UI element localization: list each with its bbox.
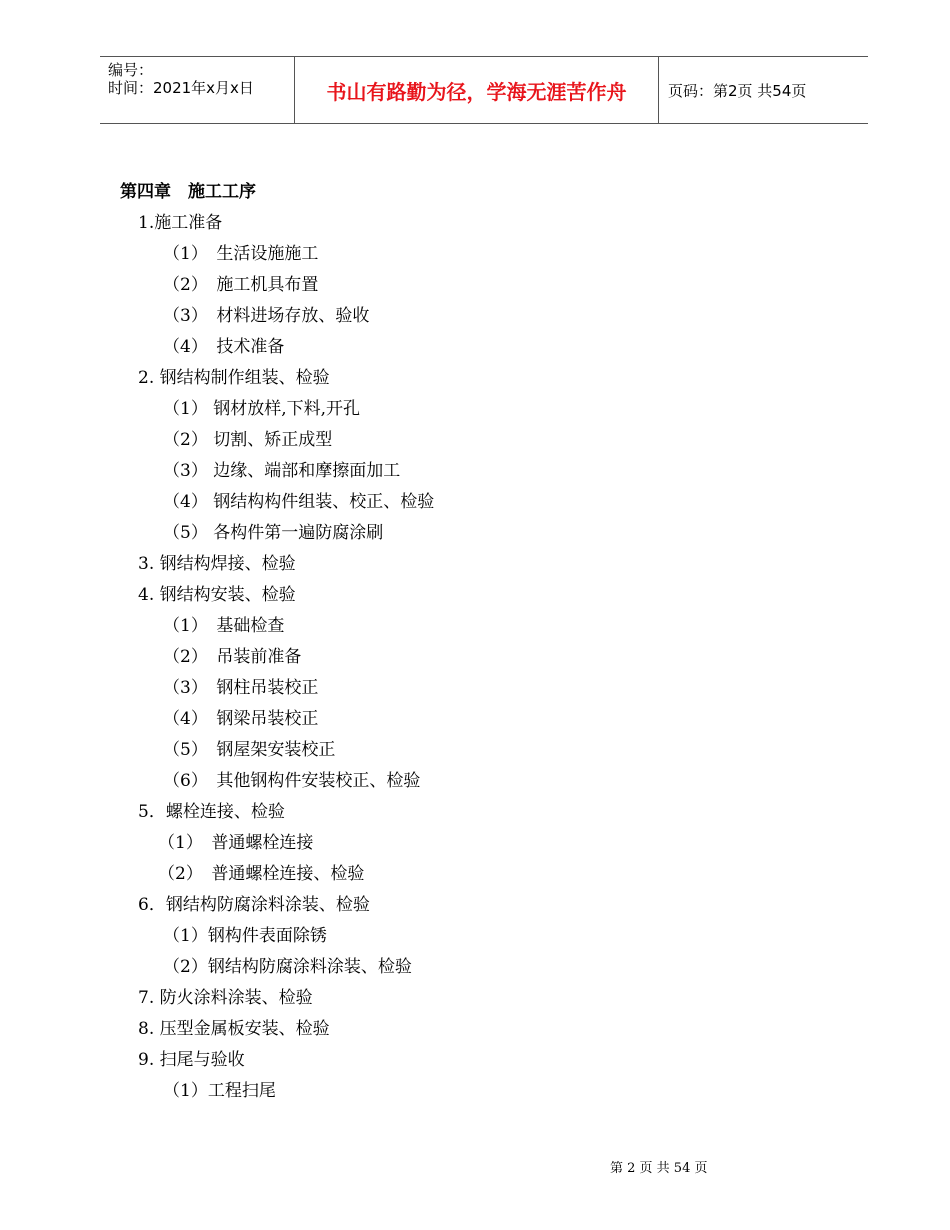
list-item: （2） 施工机具布置 [163,275,319,295]
list-item: 8. 压型金属板安装、检验 [138,1019,330,1039]
list-item: （3） 钢柱吊装校正 [163,678,319,698]
list-item: 3. 钢结构焊接、检验 [138,554,296,574]
list-item: （3） 材料进场存放、验收 [163,306,370,326]
list-item: （5） 各构件第一遍防腐涂刷 [163,523,384,543]
list-item: （2） 切割、矫正成型 [163,430,333,450]
page-footer: 第 2 页 共 54 页 [610,1161,708,1176]
header-meta [100,57,295,123]
list-item: 6．钢结构防腐涂料涂装、检验 [138,895,370,915]
list-item: （1） 钢材放样,下料,开孔 [163,399,361,419]
document-time-label: 时间：2021年x月x日 [108,79,254,97]
list-item: 2. 钢结构制作组装、检验 [138,368,330,388]
list-item: （5） 钢屋架安装校正 [163,740,336,760]
list-item: （3） 边缘、端部和摩擦面加工 [163,461,401,481]
list-item: （1） 基础检查 [163,616,285,636]
list-item: （1）工程扫尾 [163,1081,276,1101]
list-item: 5．螺栓连接、检验 [138,802,285,822]
list-item: （2） 吊装前准备 [163,647,302,667]
list-item: （1） 普通螺栓连接 [158,833,314,853]
header-page-info: 页码：第2页 共54页 [668,81,807,100]
list-item: （4） 技术准备 [163,337,285,357]
list-item: （4） 钢梁吊装校正 [163,709,319,729]
list-item: （2） 普通螺栓连接、检验 [158,864,365,884]
list-item: （2）钢结构防腐涂料涂装、检验 [163,957,412,977]
list-item: （4） 钢结构构件组装、校正、检验 [163,492,435,512]
list-item: （1）钢构件表面除锈 [163,926,327,946]
page-header [100,56,868,124]
list-item: 7. 防火涂料涂装、检验 [138,988,313,1008]
list-item: 4. 钢结构安装、检验 [138,585,296,605]
chapter-title: 第四章 施工工序 [120,182,256,202]
list-item: 1.施工准备 [138,213,223,233]
list-item: 9. 扫尾与验收 [138,1050,245,1070]
list-item: （1） 生活设施施工 [163,244,319,264]
document-number-label: 编号： [108,61,154,79]
list-item: （6） 其他钢构件安装校正、检验 [163,771,421,791]
header-motto: 书山有路勤为径，学海无涯苦作舟 [295,57,659,123]
